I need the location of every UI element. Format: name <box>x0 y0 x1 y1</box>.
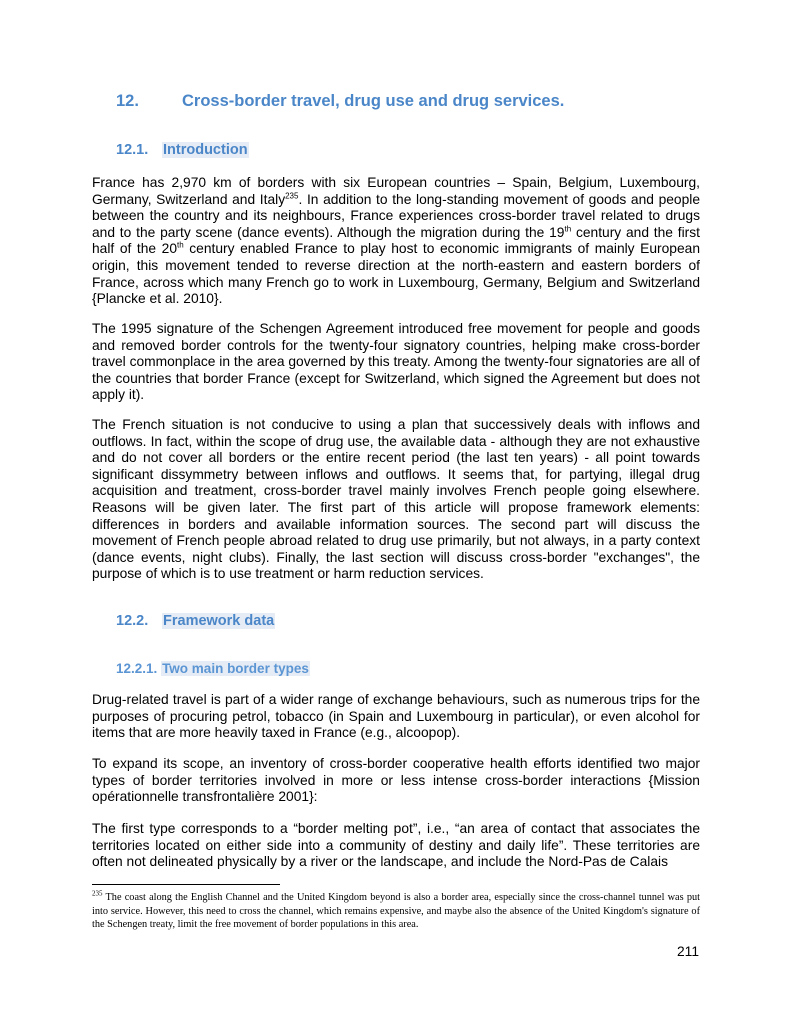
text-run: century enabled France to play host to economic immigrants of mainly European origin, this movement tended to reverse direction at the north-eastern and eastern borders of France, across which many French go to work in Luxembourg, Germany, Belgium and Switzerland {Plancke et al. 2010}. <box>92 241 700 307</box>
chapter-number: 12. <box>116 92 139 110</box>
paragraph-french-situation: The French situation is not conducive to using a plan that successively deals with inflows and outflows. In fact, within the scope of drug use, the available data - although they are not exhaustive and do not cover all borders or the entire recent period (the last ten years) - all point towards significant dissymmetry between inflows and outflows. It seems that, for partying, illegal drug acquisition and treatment, cross-border travel mainly involves French people going elsewhere. Reasons will be given later. The first part of this article will propose framework elements: differences in borders and available information sources. The second part will discuss the movement of French people abroad related to drug use primarily, but not always, in a party context (dance events, night clubs). Finally, the last section will discuss cross-border "exchanges", the purpose of which is to use treatment or harm reduction services. <box>92 417 700 582</box>
paragraph-border-melting-pot: The first type corresponds to a “border melting pot”, i.e., “an area of contact that associates the territories located on either side into a community of destiny and daily life”. These territories are often not delineated physically by a river or the landscape, and include the Nord-Pas de Calais <box>92 821 700 870</box>
subsection-heading <box>116 661 310 676</box>
section-heading-framework <box>116 613 275 629</box>
section-heading-introduction <box>116 142 249 158</box>
section-number: 12.2. <box>116 613 149 629</box>
footnote-reference: 235 <box>285 191 299 200</box>
section-number: 12.1. <box>116 142 149 158</box>
subsection-number: 12.2.1. <box>116 661 158 676</box>
paragraph-borders <box>92 175 700 308</box>
text-run: century and the first half of the 20 <box>92 224 700 257</box>
ordinal-suffix: th <box>564 224 572 234</box>
chapter-heading <box>116 92 564 111</box>
text-run: France has 2,970 km of borders with six European countries – Spain, Belgium, Luxembourg, Germany, Switzerland and Italy <box>92 175 700 207</box>
paragraph-inventory: To expand its scope, an inventory of cross-border cooperative health efforts identified two major types of border territories involved in more or less intense cross-border interactions {Mission opérationnelle transfrontalière 2001}: <box>92 756 700 805</box>
footnote-number: 235 <box>92 889 103 898</box>
section-title: Framework data <box>163 613 275 629</box>
footnote <box>92 891 700 932</box>
chapter-title: Cross-border travel, drug use and drug services. <box>182 92 565 110</box>
paragraph-schengen: The 1995 signature of the Schengen Agreement introduced free movement for people and goods and removed border controls for the twenty-four signatory countries, helping make cross-border travel commonplace in the area governed by this treaty. Among the twenty-four signatories are all of the countries that border France (except for Switzerland, which signed the Agreement but does not apply it). <box>92 321 700 403</box>
section-title: Introduction <box>163 142 248 158</box>
text-run: . In addition to the long-standing movement of goods and people between the country and its neighbours, France experiences cross-border travel related to drugs and to the party scene (dance events). Although the migration during the 19 <box>92 191 700 240</box>
subsection-title: Two main border types <box>162 661 309 676</box>
ordinal-suffix: th <box>177 240 184 250</box>
page-number: 211 <box>677 944 699 959</box>
footnote-separator <box>92 884 280 885</box>
paragraph-drug-travel: Drug-related travel is part of a wider range of exchange behaviours, such as numerous trips for the purposes of procuring petrol, tobacco (in Spain and Luxembourg in particular), or even alcohol for items that are more heavily taxed in France (e.g., alcoopop). <box>92 692 700 741</box>
footnote-text: The coast along the English Channel and the United Kingdom beyond is also a border area, especially since the cross-channel tunnel was put into service. However, this need to cross the channel, which remains expensive, and maybe also the absence of the United Kingdom's signature of the Schengen treaty, limit the free movement of border populations in this area. <box>92 892 700 931</box>
